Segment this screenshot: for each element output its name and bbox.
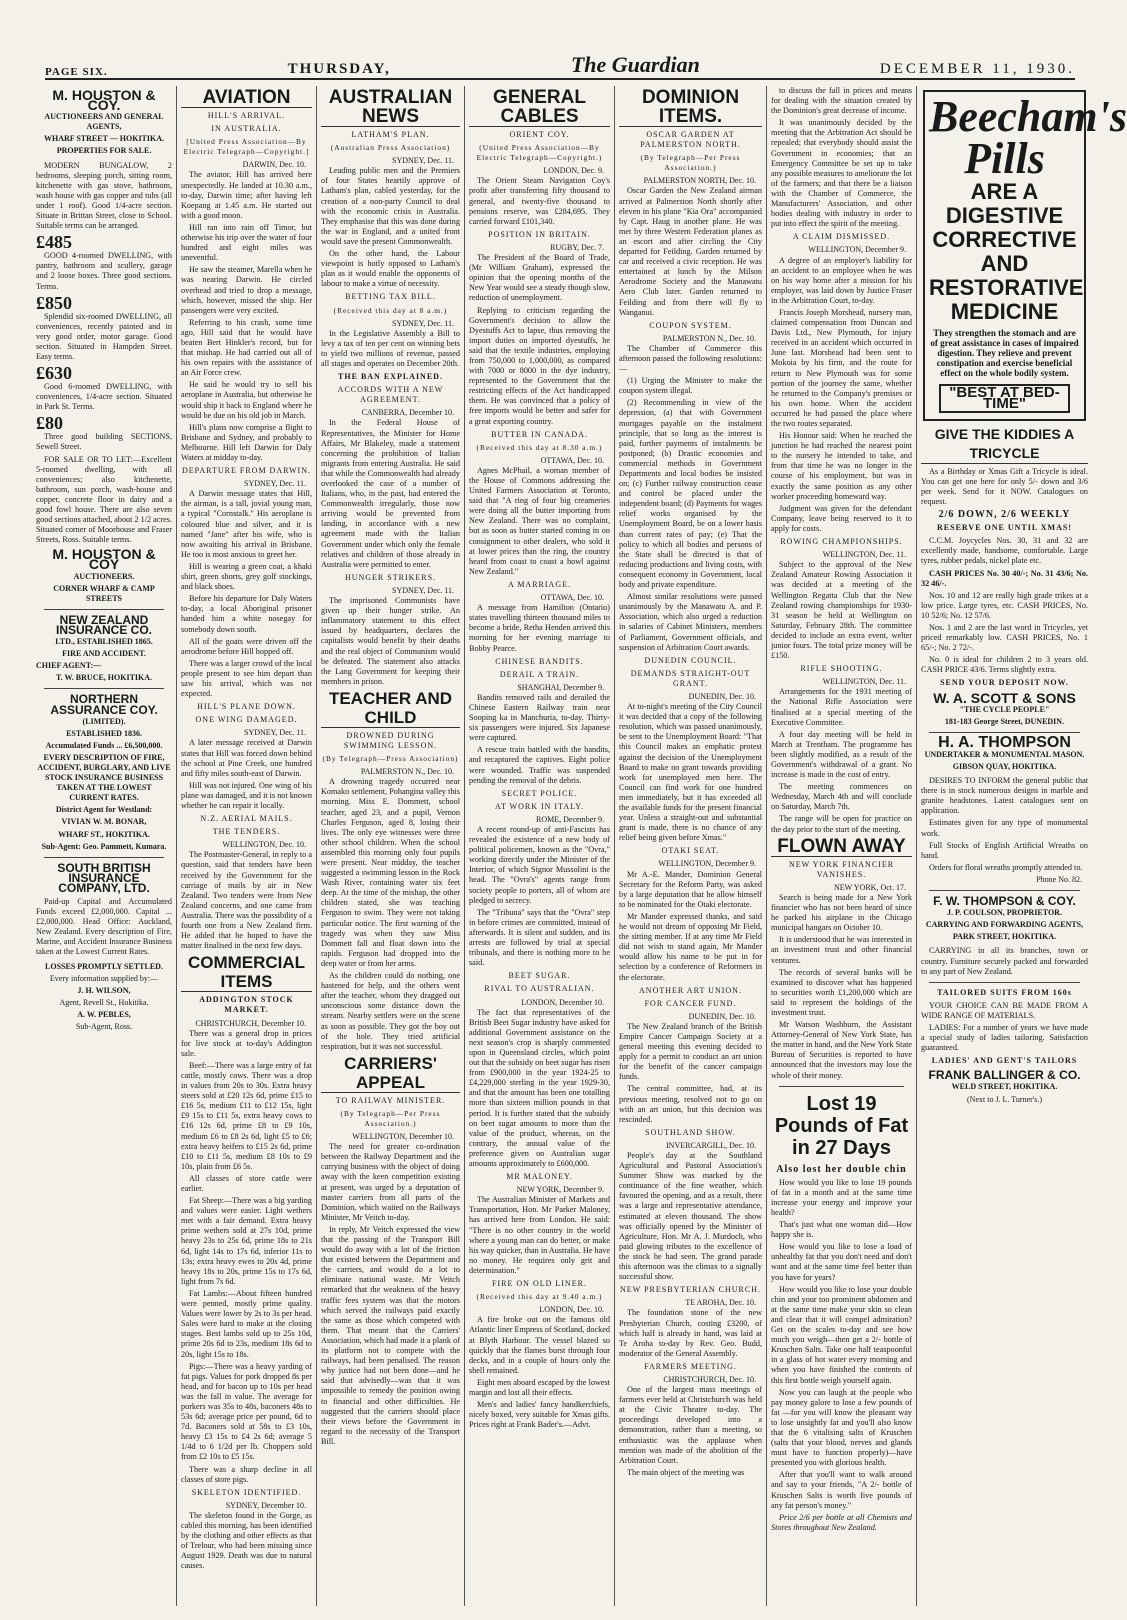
article-para: Mr A.-E. Mander, Dominion General Secretary for the Reform Party, was asked by a large deputation that he allow himself to be nominated for the Otaki electorate. [619,869,762,909]
subheading: THE TENDERS. [212,827,281,837]
subheading: DEMANDS STRAIGHT-OUT GRANT. [630,668,751,688]
scott-name: W. A. SCOTT & SONS [933,689,1076,706]
dateline: WELLINGTON, Dec. 11. [822,550,906,560]
article-para: Hill was not injured. One wing of his plane was damaged, and it is not known whether he can repair it locally. [181,780,312,810]
thompson-address: GIBSON QUAY, HOKITIKA. [952,762,1057,771]
divider [44,609,164,610]
south-british-name: SOUTH BRITISH INSURANCE COMPANY, LTD. [57,860,151,895]
column-5 [615,86,767,1606]
houston-ad [36,87,172,157]
subheading: HILL'S PLANE DOWN. [197,702,296,712]
nz-insurance-name: NEW ZEALAND INSURANCE CO. [55,612,152,637]
subheading: ADDINGTON STOCK MARKET. [199,995,294,1015]
ballinger-ad [921,1070,1088,1104]
houston-role-2: AUCTIONEERS. [73,571,135,581]
thompson-sub: UNDERTAKER & MONUMENTAL MASON. [924,749,1085,759]
dateline: SYDNEY, Dec. 11. [244,479,306,489]
article-para: A Darwin message states that Hill, the airman, is a tall, jovial young man, a typical "Cornstalk." His aeroplane is coloured blue and silver, and it is named "Jane" after his wife, who is now awaiting his arrival in Brisbane. He too is most anxious to greet her. [181,489,312,559]
nz-insurance-ad [36,612,172,684]
price-1: £485 [36,232,72,253]
northern-est: ESTABLISHED 1836. [66,728,142,738]
subheading: N.Z. AERIAL MAILS. [200,814,293,824]
divider [779,1086,904,1087]
tricycle-terms: 2/6 DOWN, 2/6 WEEKLY [938,509,1071,521]
price-4: £80 [36,413,63,434]
general-cables-heading: GENERAL CABLES [469,88,610,127]
article-para: Eight men aboard escaped by the lowest margin and lost all their effects. [469,1377,610,1397]
article-para: The Chamber of Commerce this afternoon passed the following resolutions:— [619,343,762,374]
dateline: CHRISTCHURCH, Dec. 10. [663,1374,756,1384]
northern-assurance-ad [36,694,172,851]
dateline: DUNEDIN, Dec. 10. [688,691,756,701]
dateline: SYDNEY, Dec. 11. [392,318,454,328]
page-number: PAGE SIX. [45,66,108,78]
credit-line: (Received this day at 9.40 a.m.) [476,1292,603,1302]
dateline: PALMERSTON N., Dec. 10. [360,767,454,777]
subheading: DERAIL A TRAIN. [499,669,580,679]
subheading: ANOTHER ART UNION. [639,985,742,995]
subheading: OSCAR GARDEN AT PALMERSTON NORTH. [640,130,741,150]
scott-ad [921,689,1088,727]
ballinger-address: WELD STREET, HOKITIKA. [951,1082,1058,1092]
dateline: NEW YORK, Oct. 17. [834,882,906,892]
article-para: The skeleton found in the Gorge, as cabled this morning, has been identified by the clothing and other effects as that of Trelour, who had been missing since August 1929. Death was due to natural causes. [181,1510,312,1571]
subheading: COUPON SYSTEM. [649,320,732,330]
thompson-name: H. A. THOMPSON [938,733,1071,751]
kruschen-price: Price 2/6 per bottle at all Chemists and Stores throughout New Zealand. [771,1512,912,1532]
aviation-sub-2: IN AUSTRALIA. [211,124,282,134]
masthead-date: DECEMBER 11, 1930. [879,61,1075,77]
article-para: In the Federal House of Representatives, the Minister for Home Affairs, Mr Blakeley, made a statement concerning the prohibition of Italian migrants from entering Australia. He said that while the Commonwealth had already overlooked the case of a number of Italians, who, in the past, had entered the Commonwealth irregularly, those now arriving would be prevented from landing, in accordance with a new agreement made with the Italian Government under which only the female relatives and children of those already in Australia were permitted to enter. [321,418,460,569]
dateline: OTTAWA, Dec. 10. [540,593,604,603]
dominion-items-heading: DOMINION ITEMS. [619,88,762,127]
beechams-slogan: "BEST AT BED-TIME" [939,384,1070,412]
beechams-logo: Beecham's Pills [929,92,1127,183]
article-para: A recent round-up of anti-Fascists has revealed the existence of a new body of political policemen, known as the "Ovra," working directly under the Minister of the Interior, of which Signor Mussolini is the head. The "Ovra's" agents range from society people to porters, all of whom are pledged to secrecy. [469,825,610,905]
subheading: ONE WING DAMAGED. [195,715,298,725]
subheading: RIFLE SHOOTING. [800,664,883,674]
subheading: LATHAM'S PLAN. [351,130,430,139]
article-para: All of the goats were driven off the aerodrome before Hill hopped off. [181,636,312,656]
property-5: Three good building SECTIONS, Sewell Street. [36,432,172,452]
beechams-line: CORRECTIVE [932,227,1077,252]
article-para: All classes of store cattle were earlier. [181,1173,312,1193]
tricycle-para: No. 0 is ideal for children 2 to 3 years old. CASH PRICE 43/6. Terms slightly extra. [921,655,1088,675]
article-para: (2) Recommending in view of the depression, (a) that with Government mortgages payable on the instalment principle, that so long as the interest is paid, further payments of instalments be postponed; (b) Drastic economies and commercial methods in Government Departments and local bodies be insisted on; (c) Further railway construction cease and control be placed under the independent board; (d) Payments for wages relief works organised by the Unemployment Board, be on a lower basis than current rates of pay; (e) That the policy to which all bodies and persons of the State shall be directed is that of reducing productions and living costs, with consequent economy in Government, local body and private expenditure. [619,398,762,590]
column-4 [465,86,615,1606]
houston-role: AUCTIONEERS AND GENERAL AGENTS, [44,112,164,132]
houston-address: WHARF STREET — HOKITIKA. [43,134,165,144]
article-para: Arrangements for the 1931 meeting of the National Rifle Association were finalised at a special meeting of the Executive Committee. [771,687,912,727]
article-para: (1) Urging the Minister to make the coupon system illegal. [619,376,762,396]
article-para: His Honour said: When he reached the junction he had reached the nearest point to the nursery he intended to take, and from that time he was no longer in the course of his employment, but was in exactly the same position as any other worker proceeding homeward way. [771,431,912,501]
article-para: Francis Joseph Morshead, nursery man, claimed compensation from Duncan and Davis Ltd., New Plymouth, for injury received in an accident which occurred in June last. Morshead had been sent to Mokoia by his firm, and the route for return to New Plymouth was for some portion of the journey the same, whether he returned to the Company's premises or his own home. When the accident occurred he had passed the place where the two routes separated. [771,307,912,428]
beechams-line: DIGESTIVE [945,203,1064,228]
article-para: A rescue train battled with the bandits, and recaptured the captives. Eight police were wounded. Traffic was suspended pending the removal of the debris. [469,745,610,785]
subheading: MR MALONEY. [506,1172,573,1182]
dateline: PALMERSTON NORTH, Dec. 10. [643,176,756,186]
dateline: INVERCARGILL, Dec. 10. [666,1140,756,1150]
price-3: £630 [36,363,72,384]
article-para: The New Zealand branch of the British Empire Cancer Campaign Society at a general meeting this evening decided to apply for a permit to conduct an art union for the benefit of the cancer campaign funds. [619,1021,762,1082]
credit-line: (By Telegraph—Per Press Association.) [340,1108,441,1128]
article-para: Mr Watson Washburn, the Assistant Attorney-General of New York State, has the matter in hand, and the New York State Bureau of Securities is reported to have announced that the investors may lose the whole of their money. [771,1020,912,1080]
dateline: WELLINGTON, December 9. [808,245,906,255]
dateline: WELLINGTON, Dec. 10. [222,840,306,850]
article-para: The Postmaster-General, in reply to a question, said that tenders have been received by the Government for the carriage of mails by air in New Zealand. Two tenders were from New Zealand concerns, and one came from Australia. There was the possibility of a fourth one from a New Zealand firm. He added that he hoped to have the matter finalised in the next few days. [181,850,312,951]
article-para: The Australian Minister of Markets and Transportation, Hon. Mr Parker Maloney, has arrived here from London. He said: "There is no other country in the world where a young man can do better, or make his way quicker, than in Australia. He have no money. He requires only grit and determination." [469,1195,610,1275]
thompson-para: Orders for floral wreaths promptly attended to. [929,862,1083,872]
dateline: DARWIN, Dec. 10. [242,160,306,170]
kruschen-heading: Lost 19 Pounds of Fat in 27 Days [774,1092,909,1159]
carriers-appeal-heading: CARRIERS' APPEAL [321,1054,460,1093]
subheading: POSITION IN BRITAIN. [488,229,591,239]
houston-ad-2 [36,546,172,603]
article-para: A message from Hamilton (Ontario) states travelling thirteen thousand miles to become a bride, Retha Henden arrived this morning for her evening marriage to Bobby Pearce. [469,603,610,653]
dateline: SYDNEY, Dec. 11. [392,156,454,166]
agent-pebles: A. W. PEBLES, [77,1009,131,1019]
tailor-para: YOUR CHOICE CAN BE MADE FROM A WIDE RANGE OF MATERIALS. [921,1000,1088,1020]
kruschen-sub: Also lost her double chin [776,1163,907,1175]
article-para: Pigs:—There was a heavy yarding of fat pigs. Values for pork dropped 8s per head, and for bacon up to 10s per head was the fall in value. The average for porkers was 35s to 48s, baconers 48s to 53s 6d; average price per pound, 6d to 7d. Baconers sold at 58s to £3 10s, heavy £3 15s to £4 2s 6d; average 5 1/4d to 6 1/2d per lb. Choppers sold from £2 10s to £5 15s. [181,1361,312,1462]
article-para: There was a larger crowd of the local people present to see him depart than saw his arrival, which was not expected. [181,658,312,699]
subheading: HUNGER STRIKERS. [344,572,437,582]
article-para: The need for greater co-ordination between the Railway Department and the carrying business with the object of doing away with the keen competition existing at present, was urged by a deputation of master carriers from all parts of the Dominion, which waited on the Railways Minister, Mr Veitch to-day. [321,1142,460,1222]
dateline: LONDON, Dec. 9. [543,166,604,176]
subheading: TO RAILWAY MINISTER. [335,1095,446,1105]
northern-address: WHARF ST., HOKITIKA. [58,829,150,839]
subheading: FARMERS MEETING. [644,1361,737,1371]
credit-line: [United Press Association—By Electric Telegraph—Copyright.] [183,137,310,157]
article-para: Hill ran into rain off Timor, but otherwise his trip over the water of four hundred and eight miles was uneventful. [181,222,312,263]
masthead-day: THURSDAY, [287,61,391,77]
kruschen-para: How would you like to lose a load of unhealthy fat that you don't need and don't want and at the same time feel better than you have for years? [771,1242,912,1282]
subheading: A CLAIM DISMISSED. [792,232,891,242]
northern-agent-label: District Agent for Westland: [55,805,153,815]
dateline: WELLINGTON, Dec. 11. [822,677,906,687]
dateline: WELLINGTON, December 9. [658,859,756,869]
property-1: MODERN BUNGALOW, 2 bedrooms, sleeping porch, sitting room, kitchenette with gas stove, bathroom, wash house with gas copper and tubs (all under 1 roof). Good 1/4-acre section. Situate in Brittan Street, close to School. Suitable terms can be arranged. [36,160,172,231]
article-para: The aviator, Hill has arrived here unexpectedly. He landed at 10.30 a.m., to-day, Darwin time; after having left Koepang at 1.45 a.m. He started out with a good moon. [181,170,312,220]
kruschen-para: How would you like to lose 19 pounds of fat in a month and at the same time increase your energy and improve your health? [771,1177,912,1217]
subheading: NEW YORK FINANCIER VANISHES. [788,859,895,879]
dateline: SHANGHAI, December 9. [517,682,604,692]
article-para: The imprisoned Communists have given up their hunger strike. An inflammatory statement to this effect issued by headquarters, declares the capitalists would benefit by their deaths and the real object of Communism would be defeated. The statement also attacks the Lang Government for keeping their members in prison. [321,596,460,686]
kruschen-para: Now you can laugh at the people who pay money galore to lose a few pounds of fat —for you will know the pleasant way to lose unsightly fat and you'll also know that the 6 vitalising salts of Kruschen (salts that your blood, nerves and glands must have to function properly)—have presented you with glorious health. [771,1387,912,1468]
article-para: The fact that representatives of the British Beet Sugar industry have asked for additional Government assistance on the next season's crop is sharply commented upon in Queensland circles, which point out that the subsidy on beet sugar has risen from £900,000 in the year 1924-25 to £4,229,000 sterling in the year 1929-30, and that the amount has been one totalling more than sixteen million pounds in that period. It is further stated that the subsidy on beet sugar amounts to more than the value of the product, whereas, on the contrary, the annual value of the preference given on Australian sugar amounts approximately to £600,000. [469,1007,610,1168]
article-para: Judgment was given for the defendant Company, leave being reserved to it to apply for costs. [771,503,912,533]
tailor-sub: LADIES' AND GENT'S TAILORS [931,1056,1078,1066]
article-para: Fat Lambs:—About fifteen hundred were penned, mostly prime quality. Values were lower by 2s to 3s per head. Sales were hard to make at the closing stages. Best lambs sold up to 25s 10d, prime 20s 6d to 23s, medium 18s 6d to 20s, light 15s to 18s. [181,1288,312,1359]
northern-agent: VIVIAN W. M. BONAR, [61,817,147,827]
northern-name: NORTHERN ASSURANCE COY. [50,692,158,717]
dateline: RUGBY, Dec. 7. [550,242,604,252]
article-para: Subject to the approval of the New Zealand Amateur Rowing Association it was decided at a meeting of the Wellington Regatta Club that the New Zealand rowing championships for 1930-31 season be held at Wellington on Saturday, February 28th. The committee decided to include an extra event, welter junior fours. The total prize money will be £150. [771,560,912,661]
beechams-line: AND [980,251,1029,276]
houston-name: M. HOUSTON & COY. [52,87,156,114]
losses-settled: LOSSES PROMPTLY SETTLED. [45,961,163,971]
dateline: TE AROHA, Dec. 10. [685,1298,756,1308]
article-para: At to-night's meeting of the City Council it was decided that a copy of the following resolution, which was passed unanimously, be sent to the Unemployment Board: "That this Council makes an emphatic protest against the decision of the Unemployment Board to make no grant towards providing work for unemployed men here. The Council can find work for one hundred men immediately, but it has exceeded all the available funds for the present financial year. Unless a straight-out and substantial grant is made, there is no chance of any relief being given before Xmas." [619,702,762,843]
tricycle-reserve: RESERVE ONE UNTIL XMAS! [937,523,1072,533]
tricycle-para: Nos. 10 and 12 are really high grade trikes at a low price. Large tyres, etc. CASH PRICES, No. 10 52/6; No. 12 57/6. [921,590,1088,620]
article-para: Leading public men and the Premiers of four States heartily approve of Latham's plan, cabled yesterday, for the creation of a non-party Council to deal with the economic crisis in Australia. They emphasise that this was done during the war in England, and a united front would save the present Commonwealth. [321,166,460,246]
masthead [45,54,1075,80]
flown-away-heading: FLOWN AWAY [771,837,912,857]
tricycle-deposit: SEND YOUR DEPOSIT NOW. [940,678,1069,688]
price-2: £850 [36,292,72,313]
dateline: CHRISTCHURCH, December 10. [195,1018,306,1028]
south-british-agents [36,962,172,1033]
divider [929,982,1080,983]
newspaper-title: The Guardian [570,52,700,77]
aviation-heading: AVIATION [181,88,312,108]
scott-sub: "THE CYCLE PEOPLE" [959,704,1050,714]
dateline: LONDON, Dec. 10. [539,1305,604,1315]
article-para: One of the largest mass meetings of farmers ever held at Christchurch was held at the Civic Theatre to-day. The proceedings developed into a demonstration, rather than a meeting, so enthusiastic was the applause when mention was made of the abolition of the Arbitration Court. [619,1385,762,1465]
agent-pebles-addr: Sub-Agent, Ross. [75,1022,133,1032]
property-2: GOOD 4-roomed DWELLING, with pantry, bathroom and scullery, garage and 2 loose boxes. Three good sections. Terms. [36,251,172,291]
subheading: A MARRIAGE. [507,579,571,589]
dateline: WELLINGTON, December 10. [352,1132,454,1142]
article-para: In the Legislative Assembly a Bill to levy a tax of ten per cent on winning bets to yield two millions of revenue, passed all stages and operates on December 20th. [321,328,460,368]
article-para: He saw the steamer, Marella when he was nearing Darwin. He circled overhead and tried to drop a message, which, however, missed the ship. Her passengers were very excited. [181,265,312,315]
south-british-ad [36,860,172,895]
fw-thompson-name: F. W. THOMPSON & COY. [933,894,1076,909]
article-para: People's day at the Southland Agricultural and Pastoral Association's Summer Show was marked by the continuance of the fine weather, which favoured the opening, and as a result, there was a large and representative attendance, estimated at eleven thousand. The show was officially opened by the Minister of Agriculture, Hon. Mr A. J. Murdoch, who paid glowing tributes to the excellence of the stock he had seen. The grand parade this afternoon was the climax to a signally successful show. [619,1151,762,1282]
fw-thompson-para: CARRYING in all its branches, town or country. Furniture securely packed and forwarded to any part of New Zealand. [921,946,1088,976]
article-para: Replying to criticism regarding the Government's decision to allow the Dyestuffs Act to lapse, thus removing the import duties on imported dyestuffs, he said that the textile industries, employing from 750,000 to 1,000,000, as compared with 7000 or 8000 in the dye industry, represented to the Government that the restricting effects of the Act handicapped them. He was convinced that a policy of free imports would be better and safer for a great exporting country. [469,305,610,426]
dateline: OTTAWA, Dec. 10. [540,455,604,465]
kruschen-para: That's just what one woman did—How happy she is. [771,1220,912,1240]
ballinger-address-2: (Next to J. L. Turner's.) [967,1094,1042,1104]
credit-line: (By Telegraph—Press Association) [322,754,459,764]
subheading: BETTING TAX BILL. [345,292,436,302]
dateline: PALMERSTON N., Dec. 10. [662,333,756,343]
nz-insurance-est: LTD., ESTABLISHED 1865. [55,637,153,647]
article-para: There was a sharp decline in all classes of store pigs. [181,1464,312,1484]
subheading: SECRET POLICE. [501,788,578,798]
dateline: ROME, December 9. [536,814,604,824]
article-para: Hill is wearing a green coat, a khaki shirt, green shorts, grey golf stockings, and black shoes. [181,561,312,592]
tricycle-para: C.C.M. Joycycles Nos. 30, 31 and 32 are excellently made, handsome, comfortable. Large tyres, rubber pedals, nickel plate etc. [921,536,1088,566]
article-para: On the other hand, the Labour viewpoint is hotly opposed to Latham's plan as it would enable the opponents of labour to make a virtue of necessity. [321,249,460,289]
column-2 [177,86,317,1606]
divider [929,732,1080,733]
divider [44,857,164,858]
subheading: NEW PRESBYTERIAN CHURCH. [620,1285,761,1295]
properties-heading: PROPERTIES FOR SALE. [56,146,152,156]
thompson-ad [921,733,1088,772]
subheading: FIRE ON OLD LINER. [492,1279,587,1289]
agent-wilson: J. H. WILSON, [77,985,131,995]
tricycle-price: CASH PRICES No. 30 40/-; No. 31 43/6; No. 32 46/-. [921,568,1088,588]
beechams-line: ARE A [970,179,1039,204]
dateline: DUNEDIN, Dec. 10. [688,1011,756,1021]
article-para: A degree of an employer's liability for an accident to an employee when he was on his way home after a mission for his employer, was laid down by Justice Fraser in the Arbitration Court, to-day. [771,255,912,305]
fw-thompson-prop: J. P. COULSON, PROPRIETOR. [947,908,1062,918]
tricycle-para: Nos. 1 and 2 are the last word in Tricycles, yet priced remarkably low. CASH PRICES, No. 1 65/-; No. 2 72/-. [921,622,1088,653]
subheading: DROWNED DURING SWIMMING LESSON. [343,730,438,750]
teacher-child-heading: TEACHER AND CHILD [321,689,460,728]
fw-thompson-address: PARK STREET, HOKITIKA. [952,932,1057,942]
column-7 [917,86,1127,1606]
south-british-desc: Paid-up Capital and Accumulated Funds exceed £2,000,000. Capital ... £2,000,000. Head Office: Auckland, New Zealand. Every description of Fire, Marine, and Accident Insurance Business taken at the Lowest Current Rates. [36,897,172,957]
nz-insurance-type: FIRE AND ACCIDENT. [62,649,146,659]
subheading: ORIENT COY. [509,130,570,139]
thompson-para: DESIRES TO INFORM the general public that there is in stock numerous designs in marble and granite headstones. Latest catalogues sent on application. [921,776,1088,816]
article-para: It was unanimously decided by the meeting that the Arbitration Act should be repealed; that everybody should assist the Government in economies; that an Emergency Committee be set up to take any possible measures to ameliorate the lot of the farmers; and that there be a liaison with the Chamber of Commerce, the Manufacturers' Association, and other bodies dealing with industry in order to put into effect the spirit of the meeting. [771,118,912,229]
subheading: ACCORDS WITH A NEW AGREEMENT. [337,385,444,405]
credit-line: (United Press Association—By Electric Telegraph—Copyright.) [476,143,603,163]
property-6: FOR SALE OR TO LET:—Excellent 5-roomed dwelling, with all conveniences; also kitchenette, bathroom, sun porch, wash-house and copper, concrete floor in dairy and a good fowl house. There are also seven good sections attached, about 2 1/2 acres. Situated corner of Moorhouse and Fraser Streets, Ross. Suitable terms. [36,454,172,545]
article-para: Mr Mander expressed thanks, and said he would not dream of opposing Mr Field, the sitting member. If at any time Mr Field did not wish to stand again, Mr Mander would allow his name to be put in for selection by a conference of Reformers in the electorate. [619,911,762,982]
subheading: BEET SUGAR. [508,971,571,981]
article-para: The "Tribuna" says that the "Ovra" step in before crimes are committed, instead of afterwards. It is silent and sudden, and its arrests are followed by trial at special tribunals, and there is nothing more to be said. [469,907,610,968]
credit-line: (Australian Press Association) [330,143,451,153]
article-para: It is understood that he was interested in an investment trust and other financial ventures. [771,935,912,965]
column-6 [767,86,917,1606]
article-para: The main object of the meeting was [627,1467,745,1477]
credit-line: (By Telegraph—Per Press Association.) [640,153,741,173]
article-para: Fat Sheep:—There was a big yarding and values were easier. Light wethers met with a fair demand. Extra heavy prime wethers sold at 27s 10d, prime heavy 23s to 25s 6d, prime 18s to 21s 6d, light 14s to 17s 6d, inferior 11s to 13s; extra heavy ewes to 20s 4d, prime heavy 18s to 20s, prime 15s to 17s 6d, light from 7s 6d. [181,1196,312,1286]
columns [32,86,1127,1606]
article-para: to discuss the fall in prices and means for dealing with the situation created by the Dominion's great decrease of income. [771,86,912,116]
northern-desc: EVERY DESCRIPTION OF FIRE, ACCIDENT, BURGLARY, AND LIVE STOCK INSURANCE BUSINESS TAKEN AT THE LOWEST CURRENT RATES. [37,752,171,803]
thompson-para: Full Stocks of English Artificial Wreaths on hand. [921,840,1088,860]
subheading: ROWING CHAMPIONSHIPS. [780,537,903,547]
article-para: As the children could do nothing, one hastened for help, and the others went after the teacher, whom they dragged out unconscious some distance down the stream. Nearby settlers were on the scene as soon as possible. They got the boy out of the hole. They tried artificial respiration, but it was not successful. [321,971,460,1051]
article-para: Almost similar resolutions were passed unanimously by the Manawatu A. and P. Association, which also urged a reduction in salaries of Cabinet Ministers, members of Parliament, Government officials, and suspension of Arbitration Court awards. [619,592,762,652]
credit-line: (Received this day at 8 a.m.) [333,305,448,315]
tricycle-para: As a Birthday or Xmas Gift a Tricycle is ideal. You can get one here for only 5/- down and 3/6 per week. Send for it NOW. Catalogues on request. [921,466,1088,506]
thompson-para: Estimates given for any type of monumental work. [921,818,1088,838]
property-3: Splendid six-roomed DWELLING, all conveniences, recently painted and in very good order, motor garage. Good section. Situated in Hampden Street. Easy terms. [36,311,172,361]
article-para: The meeting commences on Wednesday, March 4th and will conclude on Saturday, March 7th. [771,782,912,812]
article-para: In reply, Mr Veitch expressed the view that the passing of the Transport Bill would do away with a lot of the friction that existed between the Department and the carriers, and would do a lot to eliminate national waste. Mr Veitch remarked that the weakness of the heavy traffic fees system was that the motors which served the railways paid exactly the same as those which competed with them. That meant that the Carriers' Association, which had made it a plank of its platform not to compete with the railways, had been penalised. The reason why justice had not been done—and he said that advisedly—was that it was impossible to remedy the position owing to financial and other difficulties. He suggested that the carriers should place their views before the Government in regard to the necessity of the Transport Bill. [321,1224,460,1446]
dateline: NEW YORK, December 9. [516,1185,604,1195]
article-para: Hill's plans now comprise a flight to Brisbane and Sydney, and probably to Melbourne. Hill left Darwin for Daly Waters at midday to-day. [181,422,312,462]
article-para: Bandits removed rails and derailed the Chinese Eastern Railway train near Sooping ka in Manchuria, to-day. Thirty-six passengers were injured. Six Japanese were captured. [469,692,610,743]
tailor-heading: TAILORED SUITS FROM 160s [937,987,1072,997]
aviation-sub-1: HILL'S ARRIVAL. [207,111,286,120]
tricycle-heading: GIVE THE KIDDIES A TRICYCLE [921,425,1088,464]
beechams-ad [923,90,1127,421]
kruschen-para: After that you'll want to walk around and say to your friends, "A 2/- bottle of Kruschen Salts is worth five pounds of any fat person's money." [771,1470,912,1510]
subheading: THE BAN EXPLAINED. [338,372,443,382]
subheading: AT WORK IN ITALY. [495,801,584,811]
houston-name-2: M. HOUSTON & COY [52,546,156,573]
article-para: A fire broke out on the famous old Atlantic liner Empress of Scotland, docked at Blyth Harbour. The vessel blazed so quickly that the flames burst through four decks, and in a couple of hours only the shell remained. [469,1315,610,1375]
article-para: The Orient Steam Navigation Coy's profit after transferring fifty thousand to general, and twenty-five thousand to pensions reserve, was £284,695. They carried forward £101,340. [469,176,610,226]
ballinger-name: FRANK BALLINGER & CO. [928,1068,1081,1083]
article-para: Referring to his crash, some time ago, Hill said that he would have beaten Bert Hinkler's record, but for that mishap. He had carried out all of his own repairs with the assistance of an Air Force crew. [181,317,312,378]
article-para: Beef:—There was a large entry of fat cattle, mostly cows. There was a drop in values from 20s to 30s. Extra heavy steers sold at £20 12s 6d, prime £15 to £16 5s, medium £11 to £12 15s, light £9 15s to £11 5s, extra heavy cows to £16 12s 6d, prime £8 to £9 10s, medium £6 to £8 2s 6d, light £5 to £6; extra heavy heifers to £15 2s 6d, prime £10 to £11 5s, medium £8 10s to £9 10s, plain from £6 5s. [181,1060,312,1171]
dateline: SYDNEY, Dec. 11. [392,585,454,595]
article-para: There was a general drop in prices for live stock at to-day's Addington sale. [181,1028,312,1058]
dateline: SYDNEY, December 10. [225,1500,306,1510]
subheading: DUNEDIN COUNCIL. [644,655,737,665]
article-para: Before his departure for Daly Waters to-day, a local Aboriginal prisoner handed him a white nosegay for somebody down south. [181,594,312,634]
fw-thompson-ad [921,896,1088,942]
northern-sub-agent: Sub-Agent: Geo. Pammett, Kumara. [41,841,167,851]
article-para: A four day meeting will be held in March at Trentham. The programme has been slightly modified, as a result of the Government's withdrawal of a grant. No increase is made in the cost of entry. [771,729,912,780]
info-supplied: Every information supplied by:— [49,973,159,983]
advertisement-text: Men's and ladies' fancy handkerchiefs, nicely boxed, very suitable for Xmas gifts. Prices right at Frank Bader's.—Advt. [469,1400,610,1430]
beechams-line: MEDICINE [950,299,1059,324]
article-para: The range will be open for practice on the day prior to the start of the meeting. [771,814,912,834]
article-para: The President of the Board of Trade, (Mr William Graham), expressed the opinion that the opening months of the New Year would see a steady though slow, reduction of unemployment. [469,253,610,303]
property-4: Good 6-roomed DWELLING, with conveniences, 1/4-acre section. Situated in Park St. Terms. [36,382,172,412]
article-para: The central committee, had, at its previous meeting, resolved not to go on with an art union, but this decision was rescinded. [619,1084,762,1124]
column-1 [32,86,177,1606]
article-para: He said he would try to sell his aeroplane in Australia, but otherwise he would ship it back to England where he would be due on his old job in March. [181,380,312,420]
thompson-phone: Phone No. 82. [1036,874,1082,884]
commercial-heading: COMMERCIAL ITEMS [181,953,312,992]
dateline: SYDNEY, Dec. 11. [244,728,306,738]
scott-address: 181-183 George Street, DUNEDIN. [944,716,1065,726]
houston-address-2: CORNER WHARF & CAMP STREETS [53,583,155,603]
subheading: CHINESE BANDITS. [495,656,584,666]
article-para: The foundation stone of the new Presbyterian Church, costing £3200, of which half is already in hand, was laid at Te Aroha to-day by Rev. Geo. Budd, moderator of the General Assembly. [619,1308,762,1358]
beechams-line: RESTORATIVE [929,275,1084,300]
dateline: CANBERRA, December 10. [361,408,454,418]
article-para: A later message received at Darwin states that Hill was forced down behind the school at Pine Creek, one hundred and fifty miles south-east of Darwin. [181,738,312,778]
subheading: DEPARTURE FROM DARWIN. [181,466,311,476]
article-para: Oscar Garden the New Zealand airman arrived at Palmerston North shortly after eleven in his plane "Kia Ora" accompanied by Capt. Haug in another plane. He was met by three Western Federation planes as an escort and after circling the City departed for Feilding. Garden returned by car and received a civic reception. He was entertained at lunch by the Milson Aerodrome Society and the Manawatu Aero Club later. Garden returned to Feilding and from there will fly to Wanganui. [619,186,762,317]
subheading: SOUTHLAND SHOW. [645,1127,736,1137]
subheading: RIVAL TO AUSTRALIAN. [484,984,595,994]
agent-wilson-addr: Agent, Revell St., Hokitika. [59,997,149,1007]
subheading: SKELETON IDENTIFIED. [191,1487,302,1497]
divider [44,688,164,689]
beechams-text: They strengthen the stomach and are of great assistance in cases of impaired digestion. They relieve and prevent constipation and exercise beneficial effect on the whole bodily system. [930,328,1079,379]
credit-line: (Received this day at 8.30 a.m.) [476,442,603,452]
nz-insurance-agent: T. W. BRUCE, HOKITIKA. [55,673,153,683]
article-para: Agnes McPhail, a woman member of the House of Commons addressing the United Farmers Association at Toronto, said that "A ring of four big creameries were doing all the butter importing from New Zealand. There was no complaint, but as soon as butter started coming in on consignment to other dealers, who sold it at lower prices than the ring, the country heard from coast to coast a howl against New Zealand." [469,465,610,576]
subheading: OTAKI SEAT. [661,846,720,856]
northern-ltd: (LIMITED). [82,716,126,726]
kruschen-para: How would you like to lose your double chin and your too prominent abdomen and at the same time make your skin so clean and clear that it will compel admiration? Get on the scales to-day and see how much you weigh—then get a 2/- bottle of Kruschen Salts. Take one half teaspoonful in a glass of hot water every morning and when you have finished the contents of this first bottle weigh yourself again. [771,1284,912,1385]
subheading: BUTTER IN CANADA. [491,429,588,439]
article-para: The records of several banks will be examined to discover what has happened to securities worth £1,200,000 which are said to represent the holdings of the investment trust. [771,967,912,1017]
dateline: LONDON, December 10. [521,997,604,1007]
divider [929,890,1080,891]
subheading: FOR CANCER FUND. [644,998,737,1008]
fw-thompson-sub: CARRYING AND FORWARDING AGENTS, [925,920,1084,930]
nz-insurance-agent-label: CHIEF AGENT:— [36,661,102,671]
tailor-para: LADIES: For a number of years we have made a special study of ladies tailoring. Satisfaction guaranteed. [921,1022,1088,1053]
article-para: A drowning tragedy occurred near Komako settlement, Pohangina valley this morning. Miss E. Dommett, school teacher, aged 23, and a pupil, Vernon Charles Ferguson, aged 8, losing their lives. The only eye witnesses were three other school children. When the school assembled this morning only four pupils were present. Near midday, the teacher suggested a swimming lesson in the Rock Wash River, containing water six feet deep. At the time of the mishap, the other children stated, she was teaching Ferguson to swim. They were not taking particular notice. The first warning of the tragedy was when they saw Miss Dommett fall and float down into the rapids. Ferguson had dropped into the deep water or from her arms. [321,777,460,968]
article-para: Search is being made for a New York financier who has not been heard of since he parked his airplane in the Chicago municipal hangars on October 10. [771,892,912,933]
australian-news-heading: AUSTRALIAN NEWS [321,88,460,127]
column-3 [317,86,465,1606]
northern-funds: Accumulated Funds ... £6,500,000. [45,740,163,750]
